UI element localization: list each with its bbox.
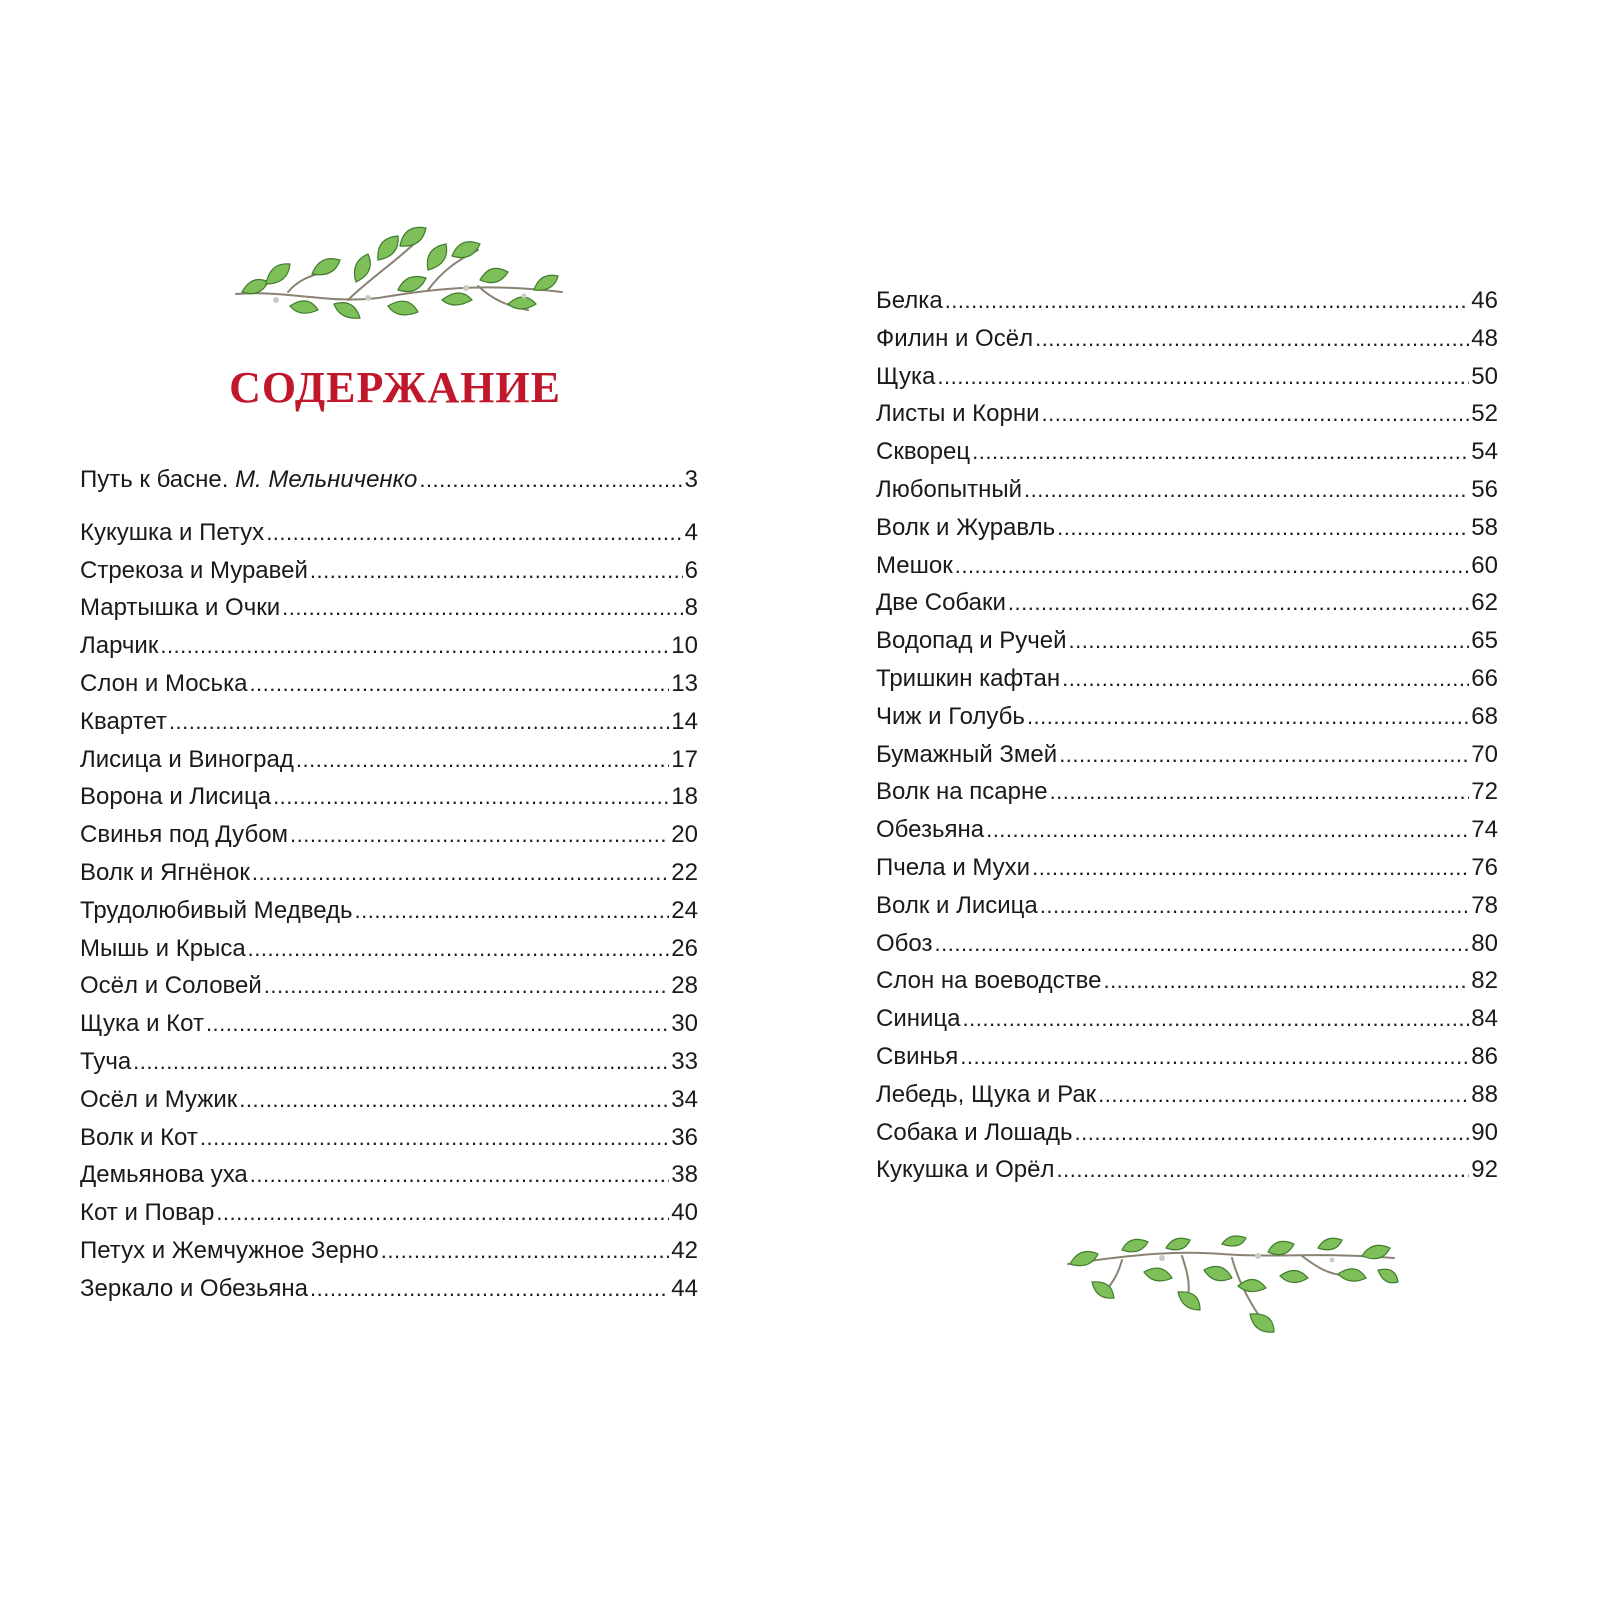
toc-entry-title: Две Собаки — [876, 589, 1006, 617]
toc-entry-page: 92 — [1471, 1156, 1498, 1184]
toc-entry-title: Собака и Лошадь — [876, 1118, 1073, 1146]
toc-entry-page: 78 — [1471, 891, 1498, 919]
toc-entry[interactable] — [876, 887, 1498, 925]
toc-entry-page: 52 — [1471, 400, 1498, 428]
toc-entry-page: 80 — [1471, 929, 1498, 957]
toc-entry-title: Туча — [80, 1047, 132, 1075]
toc-entry[interactable] — [876, 962, 1498, 1000]
toc-entry-page: 30 — [671, 1010, 698, 1038]
toc-entry-title: Синица — [876, 1005, 961, 1033]
toc-entry-page: 3 — [684, 466, 698, 493]
toc-entry[interactable] — [80, 967, 698, 1005]
toc-entry-page: 86 — [1471, 1042, 1498, 1070]
toc-entry[interactable] — [876, 698, 1498, 736]
toc-entry-page: 14 — [671, 707, 698, 735]
toc-entry-page: 66 — [1471, 664, 1498, 692]
dot-leader — [216, 1194, 669, 1232]
toc-entry[interactable] — [876, 1000, 1498, 1038]
toc-entry-title: Осёл и Мужик — [80, 1085, 238, 1113]
table-of-contents-left — [80, 461, 698, 1308]
dot-leader — [249, 665, 669, 703]
dot-leader — [1027, 698, 1469, 736]
dot-leader — [1057, 1151, 1470, 1189]
toc-entry[interactable] — [876, 320, 1498, 358]
toc-entry-page: 13 — [671, 669, 698, 697]
toc-entry[interactable] — [876, 547, 1498, 585]
toc-entry-title: Филин и Осёл — [876, 324, 1034, 352]
dot-leader — [1059, 736, 1469, 774]
toc-entry[interactable] — [876, 358, 1498, 396]
toc-entry-title: Зеркало и Обезьяна — [80, 1274, 308, 1302]
toc-entry-page: 22 — [671, 858, 698, 886]
toc-entry-title: Любопытный — [876, 475, 1022, 503]
toc-entry-title: Петух и Жемчужное Зерно — [80, 1236, 379, 1264]
toc-entry-page: 60 — [1471, 551, 1498, 579]
toc-entry-title: Волк на псарне — [876, 778, 1048, 806]
toc-entry-page: 44 — [671, 1274, 698, 1302]
toc-entry-page: 88 — [1471, 1080, 1498, 1108]
dot-leader — [1024, 471, 1469, 509]
toc-entry-title: Ворона и Лисица — [80, 783, 272, 811]
toc-entry-page: 84 — [1471, 1005, 1498, 1033]
toc-entry-title: Водопад и Ручей — [876, 627, 1067, 655]
dot-leader — [1035, 320, 1469, 358]
toc-entry[interactable] — [80, 665, 698, 703]
dot-leader — [419, 461, 682, 499]
dot-leader — [963, 1000, 1470, 1038]
toc-entry-page: 18 — [671, 783, 698, 811]
dot-leader — [266, 514, 682, 552]
toc-entry[interactable] — [876, 471, 1498, 509]
toc-entry-page: 65 — [1471, 627, 1498, 655]
toc-entry[interactable] — [80, 1270, 698, 1308]
toc-entry-title: Обоз — [876, 929, 933, 957]
toc-entry-title: Лисица и Виноград — [80, 745, 294, 773]
toc-entry[interactable] — [80, 741, 698, 779]
toc-entry-page: 28 — [671, 972, 698, 1000]
toc-entry-title: Волк и Журавль — [876, 513, 1056, 541]
toc-entry-title: Кукушка и Петух — [80, 518, 265, 546]
dot-leader — [133, 1043, 669, 1081]
toc-entry-title: Ларчик — [80, 632, 159, 660]
dot-leader — [169, 703, 669, 741]
toc-entry[interactable] — [80, 703, 698, 741]
dot-leader — [937, 358, 1469, 396]
toc-entry-page: 56 — [1471, 475, 1498, 503]
dot-leader — [1041, 395, 1469, 433]
toc-entry-title: Волк и Кот — [80, 1123, 198, 1151]
dot-leader — [986, 811, 1469, 849]
dot-leader — [945, 282, 1470, 320]
toc-entry-page: 10 — [671, 632, 698, 660]
toc-entry[interactable] — [80, 930, 698, 968]
toc-entry-title: Скворец — [876, 438, 971, 466]
dot-leader — [1062, 660, 1469, 698]
toc-entry-page: 40 — [671, 1199, 698, 1227]
toc-entry[interactable] — [80, 514, 698, 552]
toc-entry[interactable] — [80, 1156, 698, 1194]
toc-entry[interactable] — [876, 811, 1498, 849]
toc-entry[interactable] — [876, 1151, 1498, 1189]
toc-entry-page: 38 — [671, 1161, 698, 1189]
dot-leader — [1032, 849, 1469, 887]
toc-entry[interactable] — [876, 1038, 1498, 1076]
toc-entry[interactable] — [876, 736, 1498, 774]
toc-entry-title: Обезьяна — [876, 816, 985, 844]
toc-entry[interactable] — [876, 282, 1498, 320]
toc-entry[interactable] — [80, 1232, 698, 1270]
dot-leader — [1050, 773, 1470, 811]
toc-entry[interactable] — [80, 1005, 698, 1043]
toc-entry[interactable] — [80, 552, 698, 590]
toc-entry-page: 6 — [684, 556, 698, 584]
toc-entry[interactable] — [80, 627, 698, 665]
toc-entry-title: Свинья под Дубом — [80, 821, 289, 849]
toc-entry-page: 36 — [671, 1123, 698, 1151]
dot-leader — [282, 589, 683, 627]
toc-entry-title: Стрекоза и Муравей — [80, 556, 308, 584]
toc-entry-page: 26 — [671, 934, 698, 962]
dot-leader — [252, 854, 669, 892]
dot-leader — [200, 1119, 669, 1157]
toc-entry-title: Кукушка и Орёл — [876, 1156, 1055, 1184]
toc-entry-title: Слон на воеводстве — [876, 967, 1102, 995]
toc-entry[interactable] — [80, 1081, 698, 1119]
toc-entry-title: Щука и Кот — [80, 1010, 204, 1038]
toc-entry-title: Мешок — [876, 551, 953, 579]
toc-entry-page: 90 — [1471, 1118, 1498, 1146]
toc-entry-title: Волк и Ягнёнок — [80, 858, 250, 886]
toc-entry[interactable] — [876, 1076, 1498, 1114]
toc-entry-page: 62 — [1471, 589, 1498, 617]
toc-entry[interactable] — [876, 773, 1498, 811]
dot-leader — [310, 1270, 669, 1308]
toc-entry-page: 46 — [1471, 287, 1498, 314]
toc-entry-page: 8 — [684, 594, 698, 622]
toc-entry-title: Квартет — [80, 707, 167, 735]
toc-entry-title: Мышь и Крыса — [80, 934, 246, 962]
dot-leader — [1008, 584, 1469, 622]
toc-entry-title: Осёл и Соловей — [80, 972, 262, 1000]
toc-entry-page: 48 — [1471, 324, 1498, 352]
toc-entry-page: 58 — [1471, 513, 1498, 541]
toc-entry[interactable] — [876, 849, 1498, 887]
toc-entry[interactable] — [80, 1119, 698, 1157]
dot-leader — [264, 967, 670, 1005]
toc-entry[interactable] — [876, 1114, 1498, 1152]
toc-entry-page: 72 — [1471, 778, 1498, 806]
toc-entry[interactable] — [80, 892, 698, 930]
toc-entry-title: Слон и Моська — [80, 669, 248, 697]
dot-leader — [972, 433, 1469, 471]
dot-leader — [239, 1081, 669, 1119]
toc-entry[interactable] — [876, 622, 1498, 660]
dot-leader — [1057, 509, 1469, 547]
right-page — [800, 0, 1600, 1600]
dot-leader — [935, 925, 1470, 963]
dot-leader — [206, 1005, 669, 1043]
page-title: СОДЕРЖАНИЕ — [229, 363, 561, 412]
toc-entry-title: Свинья — [876, 1042, 959, 1070]
dot-leader — [960, 1038, 1469, 1076]
toc-entry[interactable] — [876, 395, 1498, 433]
dot-leader — [1098, 1076, 1469, 1114]
dot-leader — [381, 1232, 670, 1270]
toc-entry-page: 20 — [671, 821, 698, 849]
toc-entry-title: Пчела и Мухи — [876, 853, 1031, 881]
toc-entry-page: 82 — [1471, 967, 1498, 995]
dot-leader — [273, 778, 669, 816]
toc-entry[interactable] — [80, 816, 698, 854]
toc-entry-title: Белка — [876, 287, 943, 314]
toc-entry-author: М. Мельниченко — [235, 466, 418, 493]
toc-entry[interactable] — [80, 854, 698, 892]
toc-entry-title: Мартышка и Очки — [80, 594, 281, 622]
toc-entry-title: Бумажный Змей — [876, 740, 1058, 768]
toc-entry-page: 76 — [1471, 853, 1498, 881]
dot-leader — [160, 627, 669, 665]
toc-entry[interactable] — [876, 509, 1498, 547]
toc-entry[interactable] — [876, 660, 1498, 698]
dot-leader — [310, 552, 683, 590]
toc-entry-title: Чиж и Голубь — [876, 702, 1025, 730]
toc-entry[interactable] — [876, 433, 1498, 471]
toc-entry-page: 17 — [671, 745, 698, 773]
toc-entry[interactable] — [80, 1043, 698, 1081]
toc-entry-page: 74 — [1471, 816, 1498, 844]
toc-entry-page: 4 — [684, 518, 698, 546]
toc-entry[interactable] — [80, 1194, 698, 1232]
toc-entry-title: Волк и Лисица — [876, 891, 1038, 919]
dot-leader — [1040, 887, 1470, 925]
dot-leader — [296, 741, 669, 779]
toc-entry-page: 54 — [1471, 438, 1498, 466]
toc-entry-title: Листы и Корни — [876, 400, 1040, 428]
toc-entry-title: Щука — [876, 362, 936, 390]
dot-leader — [1069, 622, 1470, 660]
toc-entry[interactable] — [876, 925, 1498, 963]
toc-entry-intro[interactable] — [80, 461, 698, 499]
toc-entry-page: 42 — [671, 1236, 698, 1264]
toc-entry-page: 68 — [1471, 702, 1498, 730]
toc-entry-page: 50 — [1471, 362, 1498, 390]
toc-entry-page: 33 — [671, 1047, 698, 1075]
dot-leader — [355, 892, 670, 930]
toc-entry-page: 34 — [671, 1085, 698, 1113]
leafy-branch-icon — [1062, 1234, 1402, 1346]
dot-leader — [290, 816, 669, 854]
toc-entry[interactable] — [80, 778, 698, 816]
toc-entry-page: 70 — [1471, 740, 1498, 768]
dot-leader — [1075, 1114, 1470, 1152]
toc-entry-title: Путь к басне. М. Мельниченко — [80, 466, 418, 493]
toc-entry[interactable] — [876, 584, 1498, 622]
dot-leader — [955, 547, 1470, 585]
toc-entry-title: Лебедь, Щука и Рак — [876, 1080, 1097, 1108]
toc-entry-title: Демьянова уха — [80, 1161, 248, 1189]
leafy-branch-icon — [228, 220, 572, 332]
toc-entry-title: Трудолюбивый Медведь — [80, 896, 353, 924]
toc-entry[interactable] — [80, 589, 698, 627]
toc-entry-title: Кот и Повар — [80, 1199, 215, 1227]
dot-leader — [1103, 962, 1469, 1000]
toc-entry-title: Тришкин кафтан — [876, 664, 1061, 692]
dot-leader — [248, 930, 670, 968]
dot-leader — [250, 1156, 670, 1194]
table-of-contents-right — [876, 282, 1498, 1189]
toc-entry-page: 24 — [671, 896, 698, 924]
